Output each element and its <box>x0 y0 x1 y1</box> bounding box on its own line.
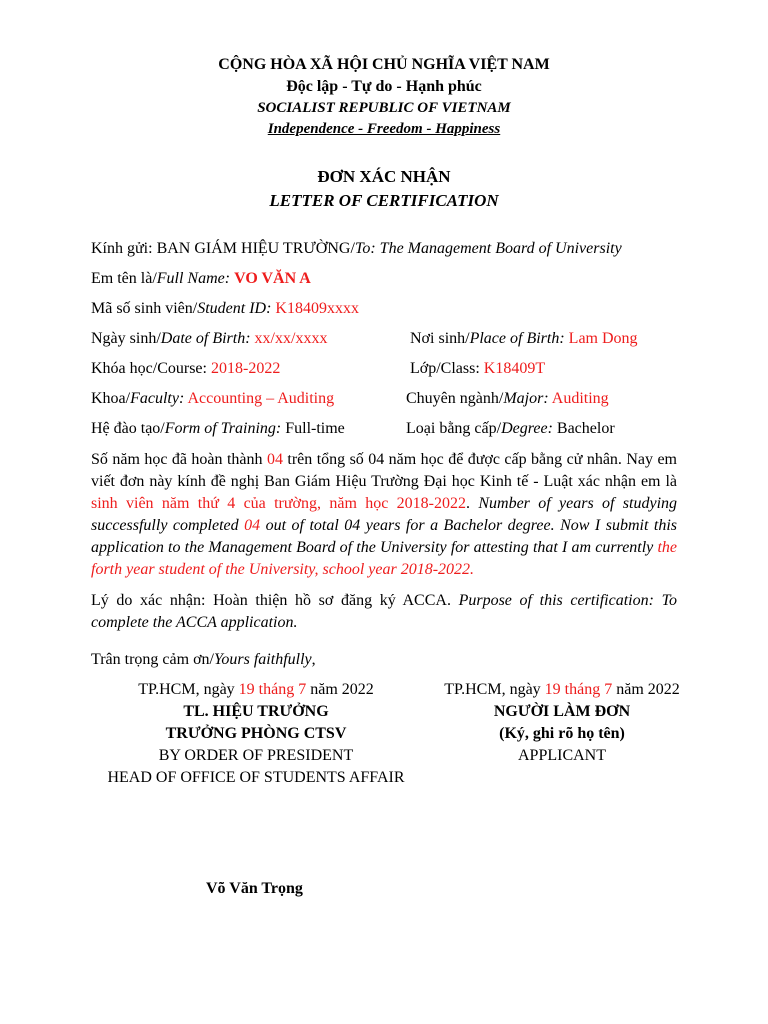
degree-label: Loại bằng cấp/ <box>406 420 502 437</box>
signature-block-right <box>422 679 702 767</box>
name-field <box>91 270 311 288</box>
major-field <box>406 390 609 408</box>
national-title: CỘNG HÒA XÃ HỘI CHỦ NGHĨA VIỆT NAM <box>218 56 550 73</box>
training-label-en: Form of Training: <box>164 420 282 437</box>
right-title-line2: (Ký, ghi rõ họ tên) <box>499 725 625 742</box>
p1-en-status: the forth year student of the University, school year 2018-2022. <box>91 539 677 578</box>
right-title-line1: NGƯỜI LÀM ĐƠN <box>493 703 631 720</box>
right-year: năm 2022 <box>612 681 680 698</box>
p1-text-c: . <box>466 495 479 512</box>
pob-field <box>410 330 638 348</box>
left-place: TP.HCM, ngày <box>138 681 239 698</box>
closing-text: Trân trọng cảm ơn/ <box>91 651 214 668</box>
degree-label-en: Degree: <box>501 420 553 437</box>
national-title-en: SOCIALIST REPUBLIC OF VIETNAM <box>257 100 511 116</box>
p1-status: sinh viên năm thứ 4 của trường, năm học 2018-2022 <box>91 495 466 512</box>
p2-en-text: Purpose of this certification: To complete the ACCA application. <box>91 592 677 631</box>
degree-value: Bachelor <box>556 420 615 437</box>
document-title: ĐƠN XÁC NHẬN <box>317 167 451 186</box>
motto-en <box>0 121 768 138</box>
motto-en-text: Independence - Freedom - Happiness <box>267 121 501 137</box>
name-label: Em tên là/ <box>91 270 157 287</box>
training-label: Hệ đào tạo/ <box>91 420 165 437</box>
left-date-line <box>96 679 416 701</box>
left-title-line4: HEAD OF OFFICE OF STUDENTS AFFAIR <box>107 769 405 786</box>
course-value: 2018-2022 <box>210 360 281 377</box>
body-paragraph-request <box>91 449 677 581</box>
dob-label: Ngày sinh/ <box>91 330 161 347</box>
left-date: 19 tháng 7 <box>238 681 307 698</box>
recipient-label-en: To: The Management Board of University <box>354 240 622 257</box>
left-title-line1: TL. HIỆU TRƯỞNG <box>183 703 329 720</box>
left-title-line2: TRƯỞNG PHÒNG CTSV <box>165 725 347 742</box>
right-title-line3: APPLICANT <box>517 747 606 764</box>
dob-value: xx/xx/xxxx <box>254 330 328 347</box>
class-value: K18409T <box>483 360 546 377</box>
major-label: Chuyên ngành/ <box>406 390 504 407</box>
name-label-en: Full Name: <box>156 270 231 287</box>
faculty-label: Khoa/ <box>91 390 131 407</box>
dob-field <box>91 330 327 348</box>
class-label: Lớp/Class: <box>410 360 480 377</box>
closing-comma: , <box>311 651 316 668</box>
right-date: 19 tháng 7 <box>544 681 613 698</box>
class-field <box>410 360 545 378</box>
student-id-value: K18409xxxx <box>275 300 359 317</box>
faculty-field <box>91 390 334 408</box>
faculty-value: Accounting – Auditing <box>187 390 335 407</box>
p1-en-text-b: out of total 04 years for a Bachelor degree. Now I submit this application to the Management Board of the University for attesting that I am currently <box>91 517 677 556</box>
left-year: năm 2022 <box>306 681 374 698</box>
pob-value: Lam Dong <box>568 330 638 347</box>
course-label: Khóa học/Course: <box>91 360 207 377</box>
closing-line <box>91 651 316 669</box>
faculty-label-en: Faculty: <box>130 390 185 407</box>
degree-field <box>406 420 615 438</box>
closing-text-en: Yours faithfully <box>213 651 312 668</box>
left-signer-name: Võ Văn Trọng <box>206 880 303 897</box>
p1-text-a: Số năm học đã hoàn thành <box>91 451 267 468</box>
motto: Độc lập - Tự do - Hạnh phúc <box>286 78 482 95</box>
body-paragraph-purpose <box>91 590 677 634</box>
major-label-en: Major: <box>503 390 549 407</box>
student-id-label-en: Student ID: <box>197 300 272 317</box>
dob-label-en: Date of Birth: <box>160 330 251 347</box>
student-id-label: Mã số sinh viên/ <box>91 300 198 317</box>
recipient-line <box>91 240 622 258</box>
course-field <box>91 360 280 378</box>
right-date-line <box>422 679 702 701</box>
name-value: VO VĂN A <box>234 270 311 287</box>
document-title-en: LETTER OF CERTIFICATION <box>269 191 499 210</box>
signature-block-left <box>96 679 416 789</box>
p1-years: 04 <box>266 451 283 468</box>
p2-text: Lý do xác nhận: Hoàn thiện hồ sơ đăng ký ACCA. <box>91 592 459 609</box>
left-title-line3: BY ORDER OF PRESIDENT <box>158 747 354 764</box>
student-id-field <box>91 300 359 318</box>
pob-label: Nơi sinh/ <box>410 330 470 347</box>
p1-en-years: 04 <box>244 517 261 534</box>
major-value: Auditing <box>551 390 609 407</box>
right-place: TP.HCM, ngày <box>444 681 545 698</box>
p1-en-text-a: Number of years of studying successfully completed <box>91 495 678 534</box>
p1-text-b: trên tổng số 04 năm học để được cấp bằng cử nhân. Nay em viết đơn này kính đề nghị Ban Giám Hiệu Trường Đại học Kinh tế - Luật xác nhận em là <box>91 451 677 490</box>
recipient-label: Kính gửi: BAN GIÁM HIỆU TRƯỜNG/ <box>91 240 355 257</box>
pob-label-en: Place of Birth: <box>469 330 565 347</box>
training-field <box>91 420 345 438</box>
training-value: Full-time <box>285 420 345 437</box>
